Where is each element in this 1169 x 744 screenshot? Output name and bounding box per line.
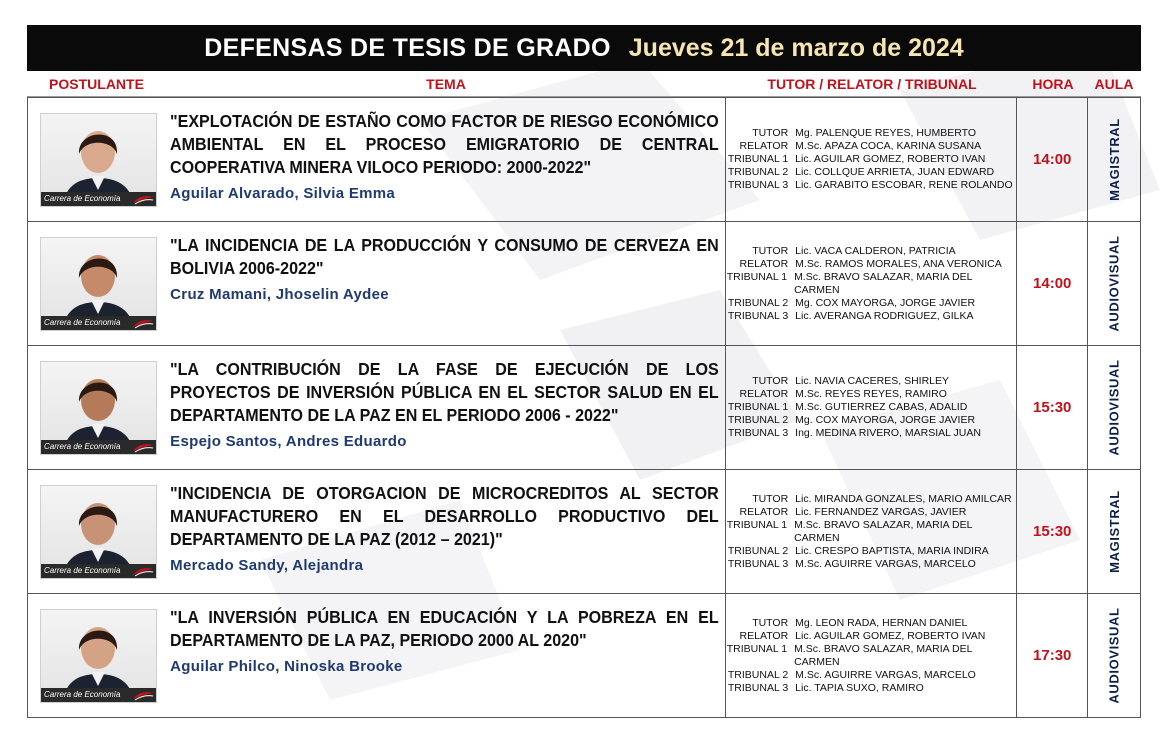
photo-badge: Carrera de Economía: [41, 316, 156, 330]
hora-cell: [1017, 98, 1088, 221]
tema-cell: [166, 346, 726, 469]
committee-member: [726, 414, 1016, 427]
committee-member: [726, 506, 1016, 519]
header-hora: HORA: [1032, 75, 1074, 92]
student-name: Mercado Sandy, Alejandra: [170, 557, 364, 574]
room-label: AUDIOVISUAL: [1106, 235, 1122, 332]
header-tutor: TUTOR / RELATOR / TRIBUNAL: [767, 75, 977, 92]
committee-member: [726, 558, 1016, 571]
member-role: RELATOR: [739, 257, 789, 270]
header-postulante: POSTULANTE: [49, 75, 144, 92]
postulante-cell: [28, 98, 166, 221]
defense-time: 15:30: [1033, 523, 1072, 540]
member-name: Lic. AGUILAR GOMEZ, ROBERTO IVAN: [795, 153, 986, 165]
student-photo: [40, 113, 157, 207]
logo-swoosh-icon: [132, 442, 154, 453]
committee-member: [726, 140, 1016, 153]
member-role: TUTOR: [752, 127, 789, 139]
member-name: Lic. COLLQUE ARRIETA, JUAN EDWARD: [795, 166, 995, 178]
table-row: [28, 594, 1140, 718]
hora-cell: [1017, 594, 1088, 717]
student-photo: [40, 237, 157, 331]
logo-swoosh-icon: [132, 566, 154, 577]
member-name: Lic. AVERANGA RODRIGUEZ, GILKA: [795, 309, 974, 322]
member-name: M.Sc. APAZA COCA, KARINA SUSANA: [795, 140, 982, 152]
committee-member: [726, 310, 1016, 323]
member-name: Mg. COX MAYORGA, JORGE JAVIER: [795, 296, 976, 309]
logo-swoosh-icon: [132, 194, 154, 205]
photo-badge: Carrera de Economía: [41, 688, 156, 702]
header-aula: AULA: [1094, 75, 1134, 92]
student-photo: [40, 485, 157, 579]
tutor-cell: [726, 98, 1017, 221]
table-row: [28, 97, 1140, 222]
committee-member: [726, 375, 1016, 388]
thesis-topic: "EXPLOTACIÓN DE ESTAÑO COMO FACTOR DE RIESGO ECONÓMICO AMBIENTAL EN EL PROCESO EMIGRATORIO DE CENTRAL COOPERATIVA MINERA VILOCO PERIODO: 2000-2022": [170, 111, 719, 177]
schedule-sheet: [27, 25, 1141, 718]
member-role: TRIBUNAL 3: [727, 557, 789, 570]
member-name: M.Sc. AGUIRRE VARGAS, MARCELO: [795, 557, 976, 570]
member-name: M.Sc. REYES REYES, RAMIRO: [795, 388, 947, 400]
committee-list: [726, 375, 1016, 440]
hora-cell: [1017, 222, 1088, 345]
student-photo: [40, 361, 157, 455]
member-role: RELATOR: [739, 505, 789, 518]
thesis-topic: "LA CONTRIBUCIÓN DE LA FASE DE EJECUCIÓN DE LOS PROYECTOS DE INVERSIÓN PÚBLICA EN EL SECTOR SALUD EN EL DEPARTAMENTO DE LA PAZ EN EL PERIODO 2006 - 2022": [170, 359, 719, 425]
committee-list: [726, 127, 1016, 192]
room-label: MAGISTRAL: [1106, 490, 1122, 573]
photo-badge: Carrera de Economía: [41, 564, 156, 578]
hora-cell: [1017, 470, 1088, 593]
defense-time: 14:00: [1033, 151, 1072, 168]
member-role: TRIBUNAL 2: [727, 414, 789, 426]
member-role: RELATOR: [739, 140, 789, 152]
committee-member: [726, 617, 1016, 630]
postulante-cell: [28, 470, 166, 593]
member-role: TRIBUNAL 1: [727, 153, 789, 165]
committee-member: [726, 166, 1016, 179]
tutor-cell: [726, 346, 1017, 469]
committee-member: [726, 297, 1016, 310]
postulante-cell: [28, 594, 166, 717]
logo-swoosh-icon: [132, 318, 154, 329]
aula-cell: [1088, 470, 1140, 593]
member-role: RELATOR: [739, 388, 789, 400]
committee-member: [726, 153, 1016, 166]
tutor-cell: [726, 222, 1017, 345]
member-role: TUTOR: [752, 244, 789, 257]
defense-time: 15:30: [1033, 399, 1072, 416]
committee-list: [726, 617, 1016, 695]
member-role: TRIBUNAL 1: [726, 642, 788, 655]
member-name: M.Sc. BRAVO SALAZAR, MARIA DEL CARMEN: [794, 518, 973, 544]
member-name: Ing. MEDINA RIVERO, MARSIAL JUAN: [795, 427, 981, 439]
member-name: Mg. COX MAYORGA, JORGE JAVIER: [795, 414, 976, 426]
committee-member: [726, 519, 1016, 545]
student-name: Aguilar Philco, Ninoska Brooke: [170, 658, 403, 675]
member-role: RELATOR: [739, 629, 789, 642]
postulante-cell: [28, 346, 166, 469]
aula-cell: [1088, 594, 1140, 717]
member-name: Lic. VACA CALDERON, PATRICIA: [795, 244, 956, 257]
room-label: AUDIOVISUAL: [1106, 607, 1122, 704]
member-name: Mg. LEON RADA, HERNAN DANIEL: [795, 616, 968, 629]
tema-cell: [166, 470, 726, 593]
committee-member: [726, 179, 1016, 192]
committee-member: [726, 545, 1016, 558]
member-name: M.Sc. BRAVO SALAZAR, MARIA DEL CARMEN: [794, 642, 973, 668]
committee-member: [726, 630, 1016, 643]
tutor-cell: [726, 470, 1017, 593]
member-name: Lic. NAVIA CACERES, SHIRLEY: [795, 375, 950, 387]
column-headers: [27, 71, 1141, 97]
member-name: Lic. FERNANDEZ VARGAS, JAVIER: [795, 505, 967, 518]
student-photo: [40, 609, 157, 703]
committee-member: [726, 271, 1016, 297]
committee-member: [726, 127, 1016, 140]
member-role: TRIBUNAL 2: [727, 296, 789, 309]
student-name: Cruz Mamani, Jhoselin Aydee: [170, 286, 389, 303]
member-name: Lic. MIRANDA GONZALES, MARIO AMILCAR: [795, 492, 1012, 505]
aula-cell: [1088, 98, 1140, 221]
member-name: M.Sc. BRAVO SALAZAR, MARIA DEL CARMEN: [794, 270, 973, 296]
committee-member: [726, 669, 1016, 682]
member-name: Lic. GARABITO ESCOBAR, RENE ROLANDO: [795, 179, 1013, 191]
committee-list: [726, 493, 1016, 571]
header-tema: TEMA: [426, 75, 466, 92]
member-role: TUTOR: [752, 616, 789, 629]
member-name: M.Sc. RAMOS MORALES, ANA VERONICA: [795, 257, 1002, 270]
committee-member: [726, 682, 1016, 695]
tema-cell: [166, 594, 726, 717]
committee-member: [726, 258, 1016, 271]
room-label: AUDIOVISUAL: [1106, 359, 1122, 456]
thesis-topic: "INCIDENCIA DE OTORGACION DE MICROCREDITOS AL SECTOR MANUFACTURERO EN EL DESARROLLO PRODUCTIVO DEL DEPARTAMENTO DE LA PAZ (2012 – 2021)": [170, 483, 719, 549]
member-name: Mg. PALENQUE REYES, HUMBERTO: [795, 127, 977, 139]
committee-member: [726, 643, 1016, 669]
student-name: Aguilar Alvarado, Silvia Emma: [170, 185, 396, 202]
member-role: TRIBUNAL 2: [727, 668, 789, 681]
defense-table: [27, 97, 1141, 718]
hora-cell: [1017, 346, 1088, 469]
table-row: [28, 222, 1140, 346]
member-role: TRIBUNAL 1: [726, 270, 788, 283]
photo-badge: Carrera de Economía: [41, 192, 156, 206]
member-role: TRIBUNAL 2: [727, 544, 789, 557]
defense-time: 14:00: [1033, 275, 1072, 292]
tema-cell: [166, 98, 726, 221]
member-role: TRIBUNAL 3: [727, 681, 789, 694]
member-name: Lic. TAPIA SUXO, RAMIRO: [795, 681, 924, 694]
member-role: TUTOR: [752, 375, 789, 387]
postulante-cell: [28, 222, 166, 345]
committee-list: [726, 245, 1016, 323]
logo-swoosh-icon: [132, 690, 154, 701]
tutor-cell: [726, 594, 1017, 717]
aula-cell: [1088, 222, 1140, 345]
event-date: Jueves 21 de marzo de 2024: [628, 33, 964, 62]
member-name: M.Sc. AGUIRRE VARGAS, MARCELO: [795, 668, 976, 681]
member-role: TUTOR: [752, 492, 789, 505]
committee-member: [726, 245, 1016, 258]
defense-time: 17:30: [1033, 647, 1072, 664]
member-name: Lic. AGUILAR GOMEZ, ROBERTO IVAN: [795, 629, 986, 642]
page-title: DEFENSAS DE TESIS DE GRADO: [204, 33, 611, 62]
committee-member: [726, 493, 1016, 506]
table-row: [28, 470, 1140, 594]
aula-cell: [1088, 346, 1140, 469]
committee-member: [726, 401, 1016, 414]
committee-member: [726, 427, 1016, 440]
thesis-topic: "LA INVERSIÓN PÚBLICA EN EDUCACIÓN Y LA POBREZA EN EL DEPARTAMENTO DE LA PAZ, PERIODO 2000 AL 2020": [170, 607, 719, 650]
table-row: [28, 346, 1140, 470]
title-bar: [27, 25, 1141, 71]
committee-member: [726, 388, 1016, 401]
photo-badge: Carrera de Economía: [41, 440, 156, 454]
room-label: MAGISTRAL: [1106, 118, 1122, 201]
student-name: Espejo Santos, Andres Eduardo: [170, 433, 407, 450]
thesis-topic: "LA INCIDENCIA DE LA PRODUCCIÓN Y CONSUMO DE CERVEZA EN BOLIVIA 2006-2022": [170, 235, 719, 278]
member-name: M.Sc. GUTIERREZ CABAS, ADALID: [795, 401, 968, 413]
member-role: TRIBUNAL 2: [727, 166, 789, 178]
member-role: TRIBUNAL 3: [727, 179, 789, 191]
tema-cell: [166, 222, 726, 345]
member-role: TRIBUNAL 1: [727, 401, 789, 413]
member-role: TRIBUNAL 3: [727, 427, 789, 439]
member-role: TRIBUNAL 1: [726, 518, 788, 531]
member-role: TRIBUNAL 3: [727, 309, 789, 322]
member-name: Lic. CRESPO BAPTISTA, MARIA INDIRA: [795, 544, 989, 557]
